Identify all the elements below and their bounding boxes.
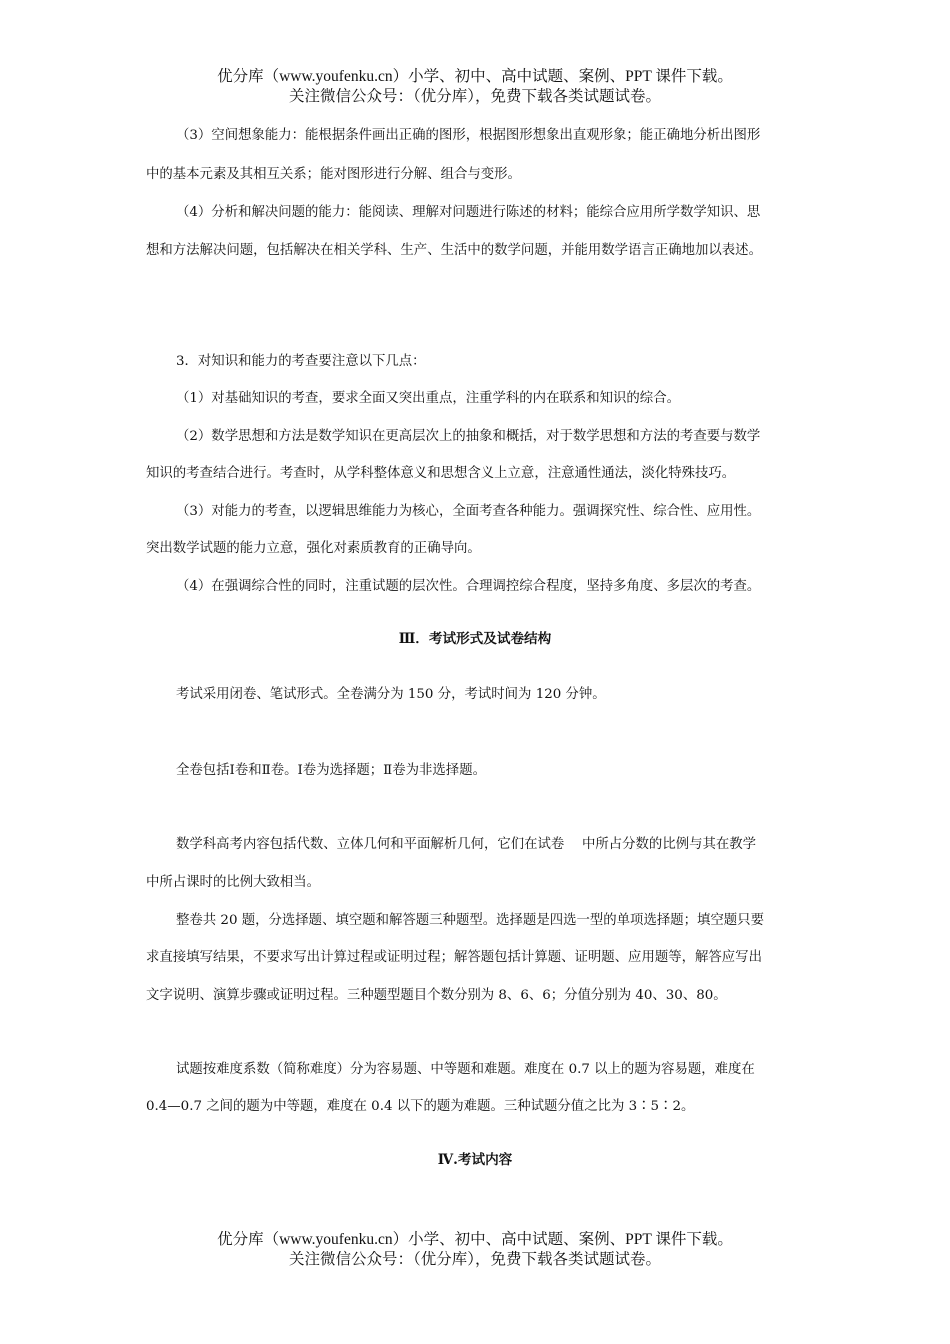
footer-line-2: 关注微信公众号：（优分库），免费下载各类试题试卷。 [288, 1251, 661, 1268]
paragraph-difficulty-1: 试题按难度系数（简称难度）分为容易题、中等题和难题。难度在 0.7 以上的题为容易题，难度在 [176, 1062, 755, 1077]
section-heading-4: Ⅳ.考试内容 [437, 1152, 513, 1168]
paragraph-point-3-line-1: （3）对能力的考查，以逻辑思维能力为核心，全面考查各种能力。强调探究性、综合性、应用性。 [176, 504, 761, 519]
paragraph-point-2-line-1: （2）数学思想和方法是数学知识在更高层次上的抽象和概括，对于数学思想和方法的考查要与数学 [176, 429, 761, 444]
paragraph-question-types-1: 整卷共 20 题，分选择题、填空题和解答题三种题型。选择题是四选一型的单项选择题；填空题只要 [176, 913, 764, 928]
section-heading-3: Ⅲ．考试形式及试卷结构 [398, 631, 552, 647]
paragraph-point-1: （1）对基础知识的考查，要求全面又突出重点，注重学科的内在联系和知识的综合。 [176, 391, 680, 406]
header-line-2: 关注微信公众号：（优分库），免费下载各类试题试卷。 [288, 88, 661, 105]
paragraph-spatial-ability-2: 中的基本元素及其相互关系；能对图形进行分解、组合与变形。 [146, 167, 521, 182]
paragraph-content-ratio-1: 数学科高考内容包括代数、立体几何和平面解析几何，它们在试卷 中所占分数的比例与其在教学 [176, 837, 757, 852]
paragraph-spatial-ability-1: （3）空间想象能力：能根据条件画出正确的图形，根据图形想象出直观形象；能正确地分析出图形 [176, 128, 761, 143]
paragraph-content-ratio-2: 中所占课时的比例大致相当。 [146, 875, 321, 890]
paragraph-exam-form: 考试采用闭卷、笔试形式。全卷满分为 150 分，考试时间为 120 分钟。 [176, 687, 606, 702]
header-line-1: 优分库（www.youfenku.cn）小学、初中、高中试题、案例、PPT 课件下载。 [217, 68, 733, 85]
paragraph-point-3-line-2: 突出数学试题的能力立意，强化对素质教育的正确导向。 [146, 541, 481, 556]
paragraph-question-types-3: 文字说明、演算步骤或证明过程。三种题型题目个数分别为 8、6、6；分值分别为 40、30、80。 [146, 988, 727, 1003]
footer-line-1: 优分库（www.youfenku.cn）小学、初中、高中试题、案例、PPT 课件下载。 [217, 1231, 733, 1248]
paragraph-difficulty-2: 0.4—0.7 之间的题为中等题，难度在 0.4 以下的题为难题。三种试题分值之比为 3∶5∶2。 [146, 1099, 695, 1114]
paragraph-point-4: （4）在强调综合性的同时，注重试题的层次性。合理调控综合程度，坚持多角度、多层次的考查。 [176, 579, 761, 594]
paragraph-question-types-2: 求直接填写结果，不要求写出计算过程或证明过程；解答题包括计算题、证明题、应用题等，解答应写出 [146, 950, 762, 965]
paragraph-point-2-line-2: 知识的考查结合进行。考查时，从学科整体意义和思想含义上立意，注意通性通法，淡化特殊技巧。 [146, 466, 736, 481]
paragraph-paper-parts: 全卷包括Ⅰ卷和Ⅱ卷。Ⅰ卷为选择题；Ⅱ卷为非选择题。 [176, 763, 486, 778]
paragraph-problem-solving-2: 想和方法解决问题，包括解决在相关学科、生产、生活中的数学问题，并能用数学语言正确地加以表述。 [146, 243, 762, 258]
paragraph-points-intro: 3．对知识和能力的考查要注意以下几点： [176, 354, 426, 369]
paragraph-problem-solving-1: （4）分析和解决问题的能力：能阅读、理解对问题进行陈述的材料；能综合应用所学数学知识、思 [176, 205, 761, 220]
